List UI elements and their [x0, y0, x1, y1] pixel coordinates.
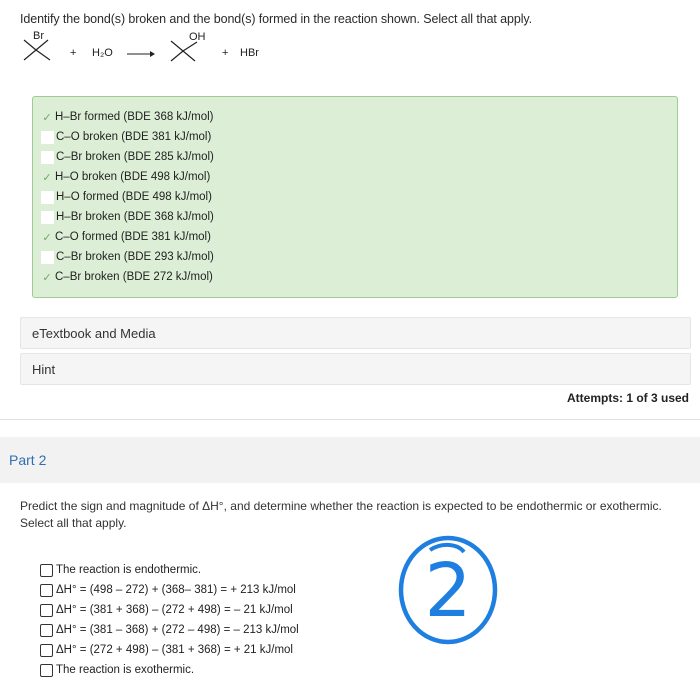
part-header	[0, 437, 700, 483]
option-label: H–O broken (BDE 498 kJ/mol)	[55, 171, 211, 183]
option-label: H–Br broken (BDE 368 kJ/mol)	[56, 211, 214, 223]
option-label: H–O formed (BDE 498 kJ/mol)	[56, 191, 212, 203]
hint-button[interactable]	[20, 353, 691, 385]
etextbook-label: eTextbook and Media	[32, 325, 156, 341]
option-label: H–Br formed (BDE 368 kJ/mol)	[55, 111, 214, 123]
check-icon: ✓	[42, 111, 52, 124]
question-text: Identify the bond(s) broken and the bond(s) formed in the reaction shown. Select all that apply.	[20, 12, 533, 26]
option-label: The reaction is endothermic.	[56, 564, 202, 576]
option-hbr-broken-368[interactable]	[41, 207, 214, 227]
checkbox[interactable]	[41, 131, 54, 144]
section-divider	[0, 419, 700, 420]
checkbox[interactable]	[41, 251, 54, 264]
option-co-broken-381[interactable]	[41, 127, 211, 147]
option-label: C–O formed (BDE 381 kJ/mol)	[55, 231, 211, 243]
reactant-br-label: Br	[33, 30, 44, 42]
checkbox[interactable]	[40, 624, 53, 637]
answer-options-box	[32, 96, 678, 298]
option-dh-minus-213[interactable]	[40, 620, 299, 640]
plus-sign: +	[70, 47, 77, 59]
option-label: ΔH° = (272 + 498) – (381 + 368) = + 21 kJ/mol	[56, 644, 293, 656]
option-label: ΔH° = (381 + 368) – (272 + 498) = – 21 kJ/mol	[56, 604, 293, 616]
option-ho-broken-498[interactable]	[41, 167, 210, 187]
checkbox[interactable]	[40, 604, 53, 617]
reaction-scheme	[14, 30, 314, 74]
option-label: C–Br broken (BDE 293 kJ/mol)	[56, 251, 214, 263]
check-icon: ✓	[42, 171, 52, 184]
checkbox[interactable]	[40, 644, 53, 657]
checkbox[interactable]	[40, 564, 53, 577]
option-label: The reaction is exothermic.	[56, 664, 195, 676]
part-title: Part 2	[9, 452, 47, 468]
option-cbr-broken-293[interactable]	[41, 247, 214, 267]
option-label: ΔH° = (381 – 368) + (272 – 498) = – 213 kJ/mol	[56, 624, 299, 636]
attempts-counter: Attempts: 1 of 3 used	[566, 391, 689, 405]
checkbox[interactable]	[41, 211, 54, 224]
etextbook-media-button[interactable]	[20, 317, 691, 349]
option-cbr-broken-285[interactable]	[41, 147, 214, 167]
option-co-formed-381[interactable]	[41, 227, 211, 247]
checkbox[interactable]	[40, 664, 53, 677]
hint-label: Hint	[32, 361, 56, 377]
option-cbr-broken-272[interactable]	[41, 267, 213, 287]
option-hbr-formed-368[interactable]	[41, 107, 214, 127]
checkbox[interactable]	[41, 191, 54, 204]
part2-question: Predict the sign and magnitude of ΔH°, and determine whether the reaction is expected to be endothermic or exothermic. Select all that apply.	[20, 499, 662, 530]
check-icon: ✓	[42, 231, 52, 244]
hbr-byproduct: HBr	[240, 47, 259, 59]
product-structure	[171, 41, 197, 61]
water-reagent: H₂O	[92, 47, 113, 59]
checkbox[interactable]	[40, 584, 53, 597]
option-dh-minus-21[interactable]	[40, 600, 293, 620]
plus-sign: +	[222, 47, 229, 59]
check-icon: ✓	[42, 271, 52, 284]
option-ho-formed-498[interactable]	[41, 187, 212, 207]
product-oh-label: OH	[189, 31, 206, 43]
checkbox[interactable]	[41, 151, 54, 164]
option-label: C–Br broken (BDE 285 kJ/mol)	[56, 151, 214, 163]
option-dh-plus-213[interactable]	[40, 580, 296, 600]
option-exothermic[interactable]	[40, 660, 194, 680]
handwritten-circled-two	[392, 528, 504, 648]
option-label: ΔH° = (498 – 272) + (368– 381) = + 213 kJ/mol	[56, 584, 296, 596]
option-label: C–Br broken (BDE 272 kJ/mol)	[55, 271, 213, 283]
option-dh-plus-21[interactable]	[40, 640, 293, 660]
option-label: C–O broken (BDE 381 kJ/mol)	[56, 131, 212, 143]
reactant-structure	[24, 40, 50, 60]
reaction-arrow	[127, 51, 155, 57]
annotation-number: 2	[424, 548, 472, 634]
option-endothermic[interactable]	[40, 560, 201, 580]
